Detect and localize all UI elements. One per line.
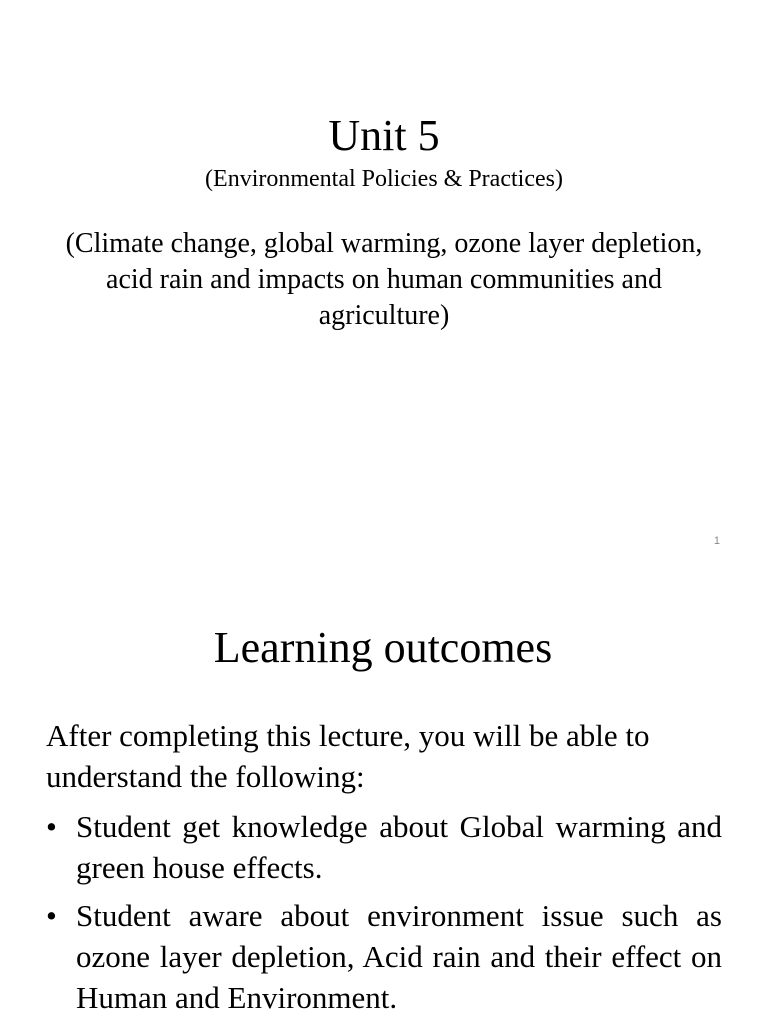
list-item-text: Student aware about environment issue such as ozone layer depletion, Acid rain and their effect on Human and Environment.: [76, 898, 722, 1015]
learning-outcomes-intro: After completing this lecture, you will be able to understand the following:: [46, 718, 650, 794]
learning-outcomes-title: Learning outcomes: [213, 623, 553, 672]
slide-2: [0, 576, 768, 1024]
list-item: [46, 806, 722, 888]
list-item: [46, 895, 722, 1018]
bullet-icon: •: [46, 809, 57, 844]
bullet-icon: •: [46, 898, 57, 933]
unit-topics: (Climate change, global warming, ozone layer depletion, acid rain and impacts on human communities and agriculture): [65, 228, 703, 331]
slide-number: 1: [713, 535, 720, 547]
learning-outcomes-list: [46, 806, 722, 1025]
unit-subtitle: (Environmental Policies & Practices): [205, 166, 563, 192]
list-item-text: Student get knowledge about Global warming and green house effects.: [76, 809, 722, 885]
unit-title: Unit 5: [328, 111, 440, 160]
